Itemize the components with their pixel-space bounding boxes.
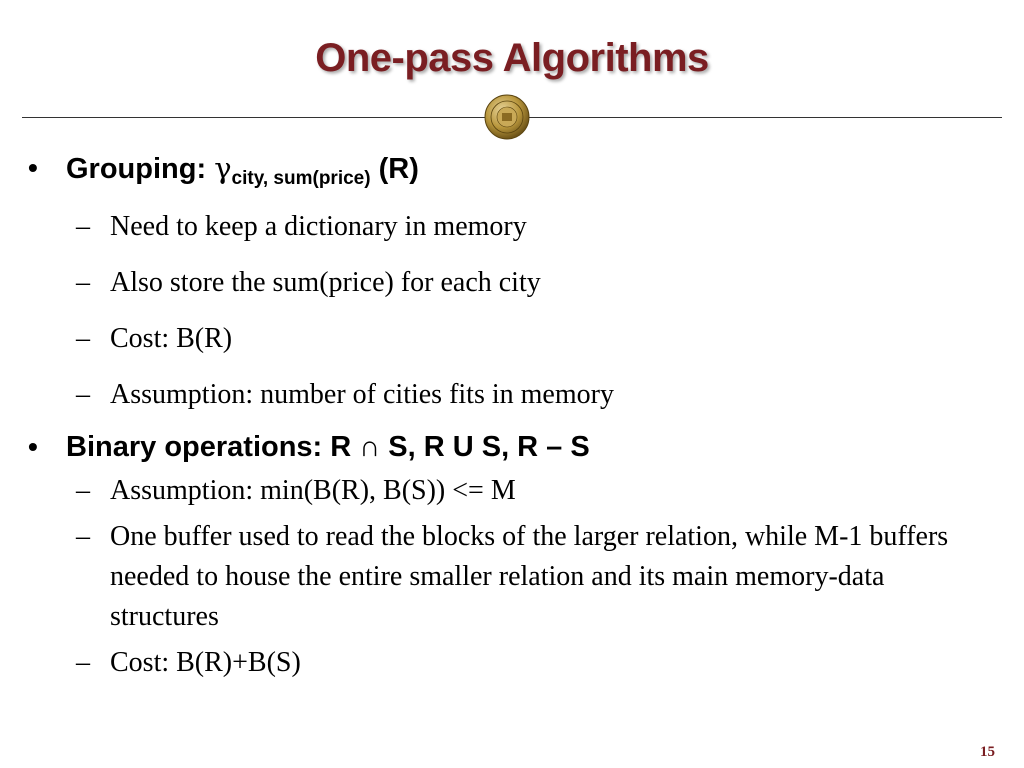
subitem-text: Also store the sum(price) for each city <box>110 266 541 298</box>
subitem-text: One buffer used to read the blocks of the larger relation, while M-1 buffers needed to house the entire smaller relation and its main memory-data structures <box>110 521 949 632</box>
bullet-dot: • <box>28 152 38 183</box>
subitem: – Cost: B(R)+B(S) <box>76 647 301 678</box>
slide-body <box>28 140 998 683</box>
page-number: 15 <box>980 744 995 760</box>
subitem: – Assumption: min(B(R), B(S)) <= M <box>76 475 516 506</box>
slide-title: One-pass Algorithms <box>315 36 709 80</box>
university-seal-icon <box>484 94 530 140</box>
subitem: – Also store the sum(price) for each city <box>76 266 541 298</box>
subitem: – One buffer used to read the blocks of the larger relation, while M-1 buffers needed to house the entire smaller relation and its main memory-data structures <box>76 521 949 632</box>
subitem-text: Assumption: number of cities fits in memory <box>110 378 614 410</box>
gamma-symbol: γ <box>214 151 232 185</box>
bullet-binary-operations <box>28 429 998 465</box>
subitem: – Need to keep a dictionary in memory <box>76 210 527 242</box>
bullet-binary-text: Binary operations: R ∩ S, R U S, R – S <box>66 430 590 463</box>
bullet-grouping <box>28 150 998 191</box>
subitem-text: Cost: B(R)+B(S) <box>110 647 301 678</box>
bullet-dot: • <box>28 430 38 462</box>
subitem: – Cost: B(R) <box>76 322 233 354</box>
subitem-text: Cost: B(R) <box>110 322 233 354</box>
subitem-text: Assumption: min(B(R), B(S)) <= M <box>110 475 516 506</box>
subitem-text: Need to keep a dictionary in memory <box>110 210 527 242</box>
gamma-subscript: city, sum(price) <box>231 168 371 189</box>
subitem: – Assumption: number of cities fits in memory <box>76 378 614 410</box>
bullet-grouping-suffix: (R) <box>370 153 419 185</box>
bullet-grouping-prefix: Grouping: <box>66 153 215 185</box>
